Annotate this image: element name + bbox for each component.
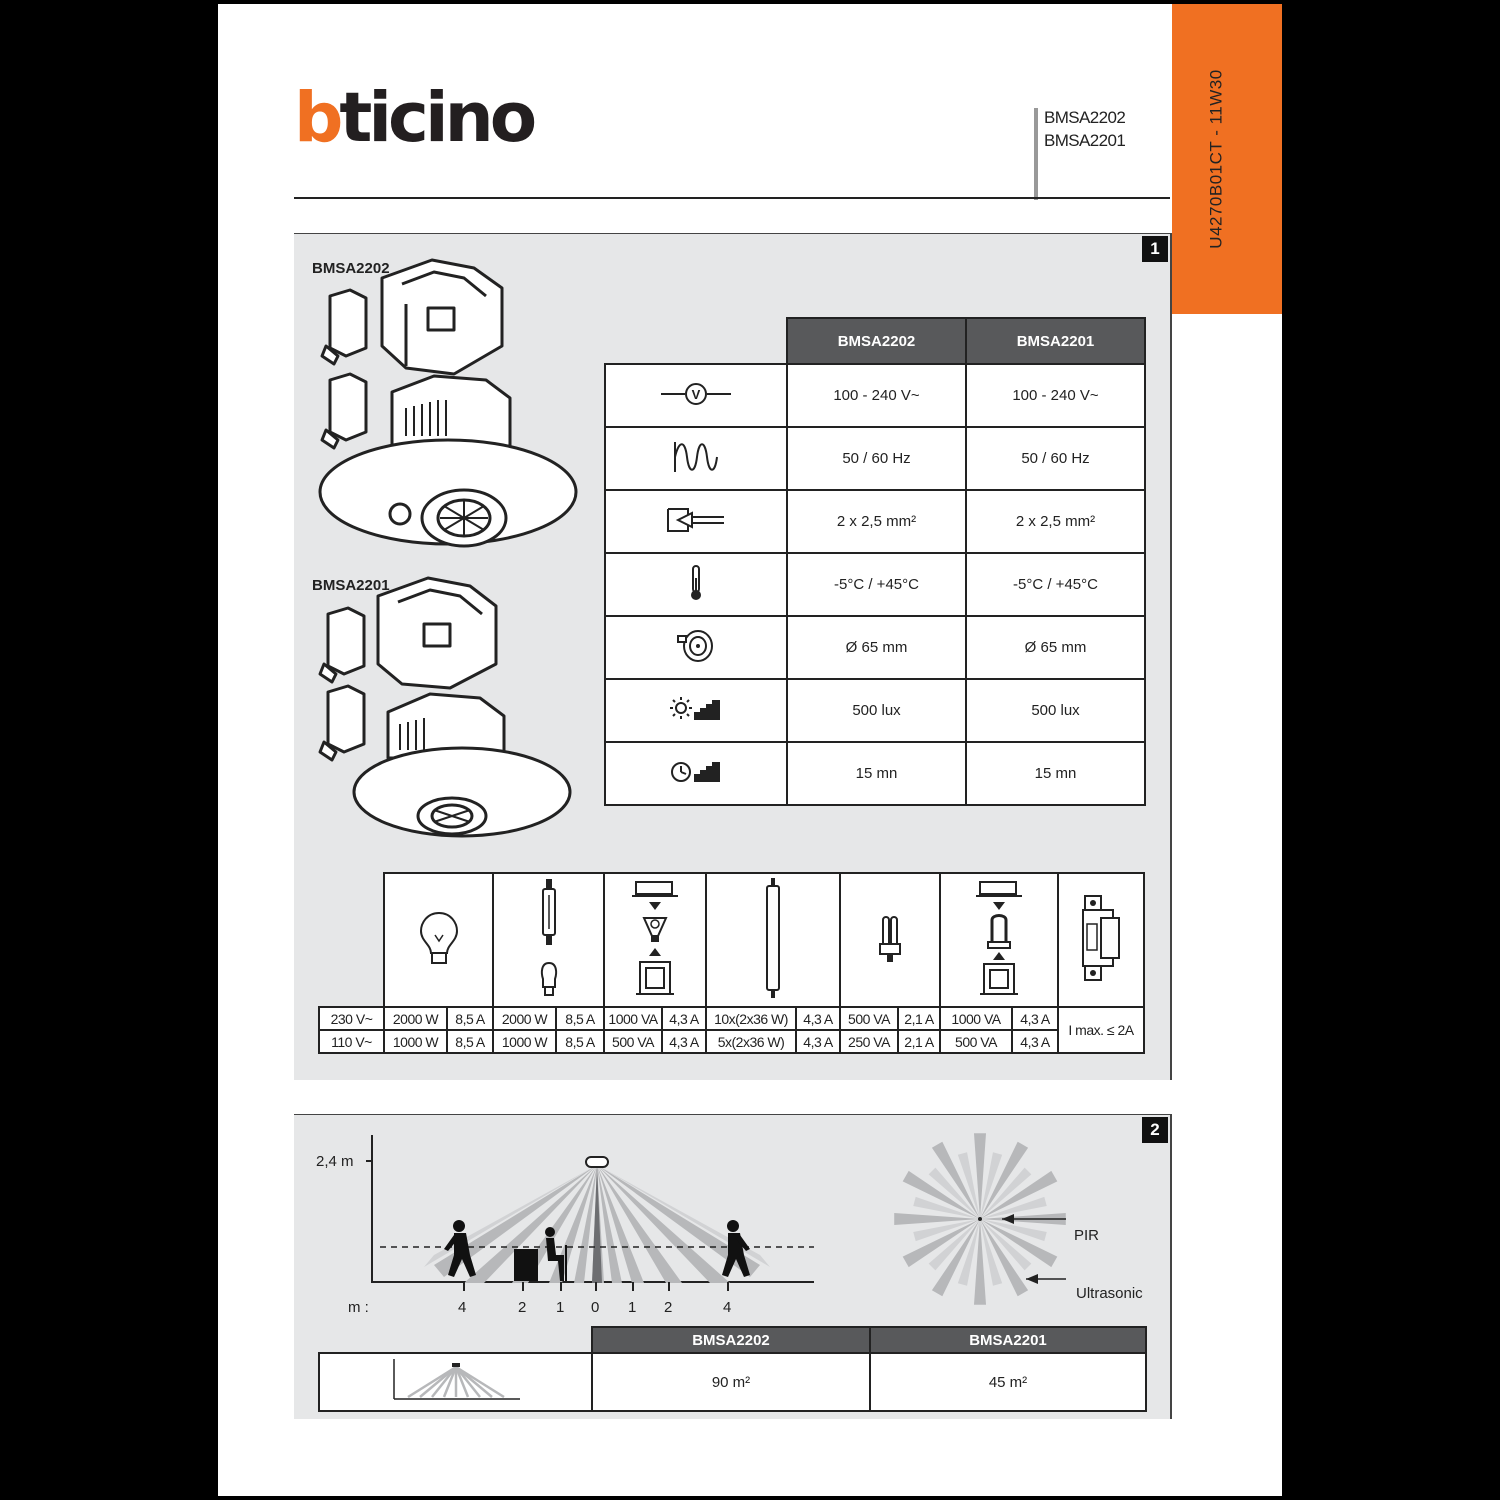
- frequency-icon: [671, 440, 721, 474]
- timer-icon: [670, 760, 722, 784]
- ballast-fluorescent-icon: [974, 878, 1024, 1000]
- side-detection-diagram: [294, 1115, 834, 1315]
- spec-row-box: Ø 65 mm Ø 65 mm: [605, 616, 1145, 679]
- header-model-2: BMSA2201: [1044, 131, 1126, 150]
- header-rule: [294, 197, 1170, 199]
- coverage-header-bmsa2201: BMSA2201: [870, 1327, 1146, 1353]
- axis-tick: 4: [723, 1299, 732, 1316]
- lv-halogen-transformer-icon: [630, 878, 680, 1000]
- coverage-header-bmsa2202: BMSA2202: [592, 1327, 870, 1353]
- spec-row-lux: 500 lux 500 lux: [605, 679, 1145, 742]
- load-row-230v: 230 V~ 2000 W 8,5 A 2000 W 8,5 A 1000 VA 4,3 A 10x(2x36 W) 4,3 A 500 VA 2,1 A 1000 VA 4,3 A I max. ≤ 2A: [319, 1007, 1144, 1030]
- spec-row-timer: 15 mn 15 mn: [605, 742, 1145, 805]
- spec-row-temperature: -5°C / +45°C -5°C / +45°C: [605, 553, 1145, 616]
- contactor-icon: [1079, 894, 1123, 984]
- ultrasonic-label: Ultrasonic: [1076, 1285, 1143, 1302]
- axis-tick: 1: [556, 1299, 565, 1316]
- coverage-table: [318, 1326, 1147, 1412]
- load-row-110v: 110 V~ 1000 W 8,5 A 1000 W 8,5 A 500 VA 4,3 A 5x(2x36 W) 4,3 A 250 VA 2,1 A 500 VA 4,3 A: [319, 1030, 1144, 1053]
- header-divider: [1034, 108, 1038, 200]
- axis-tick: 2: [518, 1299, 527, 1316]
- bmsa2202-product-drawing: [314, 256, 584, 556]
- spec-row-voltage: V 100 - 240 V~ 100 - 240 V~: [605, 364, 1145, 427]
- svg-text:V: V: [691, 386, 701, 402]
- section-badge-1: 1: [1142, 236, 1168, 262]
- manual-page: [218, 4, 1282, 1496]
- incandescent-lamp-icon: [419, 911, 459, 967]
- product-label-bmsa2202: BMSA2202: [312, 260, 390, 277]
- pir-label: PIR: [1074, 1227, 1100, 1244]
- coverage-value-bmsa2201: 45 m²: [870, 1353, 1146, 1411]
- halogen-lamp-icon: [537, 879, 561, 999]
- cable-section-icon: [666, 507, 726, 533]
- axis-tick: 2: [664, 1299, 673, 1316]
- section-badge-2: 2: [1142, 1117, 1168, 1143]
- coverage-value-bmsa2202: 90 m²: [592, 1353, 870, 1411]
- thermometer-icon: [688, 564, 704, 602]
- flush-box-icon: [676, 628, 716, 664]
- top-view-detection-diagram: [890, 1129, 1070, 1309]
- product-label-bmsa2201: BMSA2201: [312, 577, 390, 594]
- voltage-icon: [661, 382, 731, 406]
- imax-cell: I max. ≤ 2A: [1058, 1007, 1144, 1053]
- axis-tick: 0: [591, 1299, 600, 1316]
- height-label: 2,4 m: [316, 1153, 354, 1170]
- axis-tick: 4: [458, 1299, 467, 1316]
- header-models: [1044, 106, 1125, 152]
- axis-unit-label: m :: [348, 1299, 369, 1316]
- specifications-table: [604, 317, 1146, 806]
- coverage-area-icon: [390, 1357, 522, 1403]
- header-model-1: BMSA2202: [1044, 108, 1126, 127]
- fluorescent-tube-icon: [763, 878, 783, 1000]
- spec-row-cable: 2 x 2,5 mm² 2 x 2,5 mm²: [605, 490, 1145, 553]
- axis-tick: 1: [628, 1299, 637, 1316]
- spec-header-bmsa2201: BMSA2201: [966, 318, 1145, 364]
- spec-row-frequency: 50 / 60 Hz 50 / 60 Hz: [605, 427, 1145, 490]
- spec-header-bmsa2202: BMSA2202: [787, 318, 966, 364]
- load-capacity-table: [318, 872, 1145, 1054]
- bticino-logo: bticino: [294, 78, 534, 158]
- bmsa2201-product-drawing: [314, 574, 584, 854]
- document-code: U4270B01CT - 11W30: [1207, 69, 1227, 249]
- compact-fluorescent-icon: [878, 914, 902, 964]
- lux-icon: [670, 696, 722, 722]
